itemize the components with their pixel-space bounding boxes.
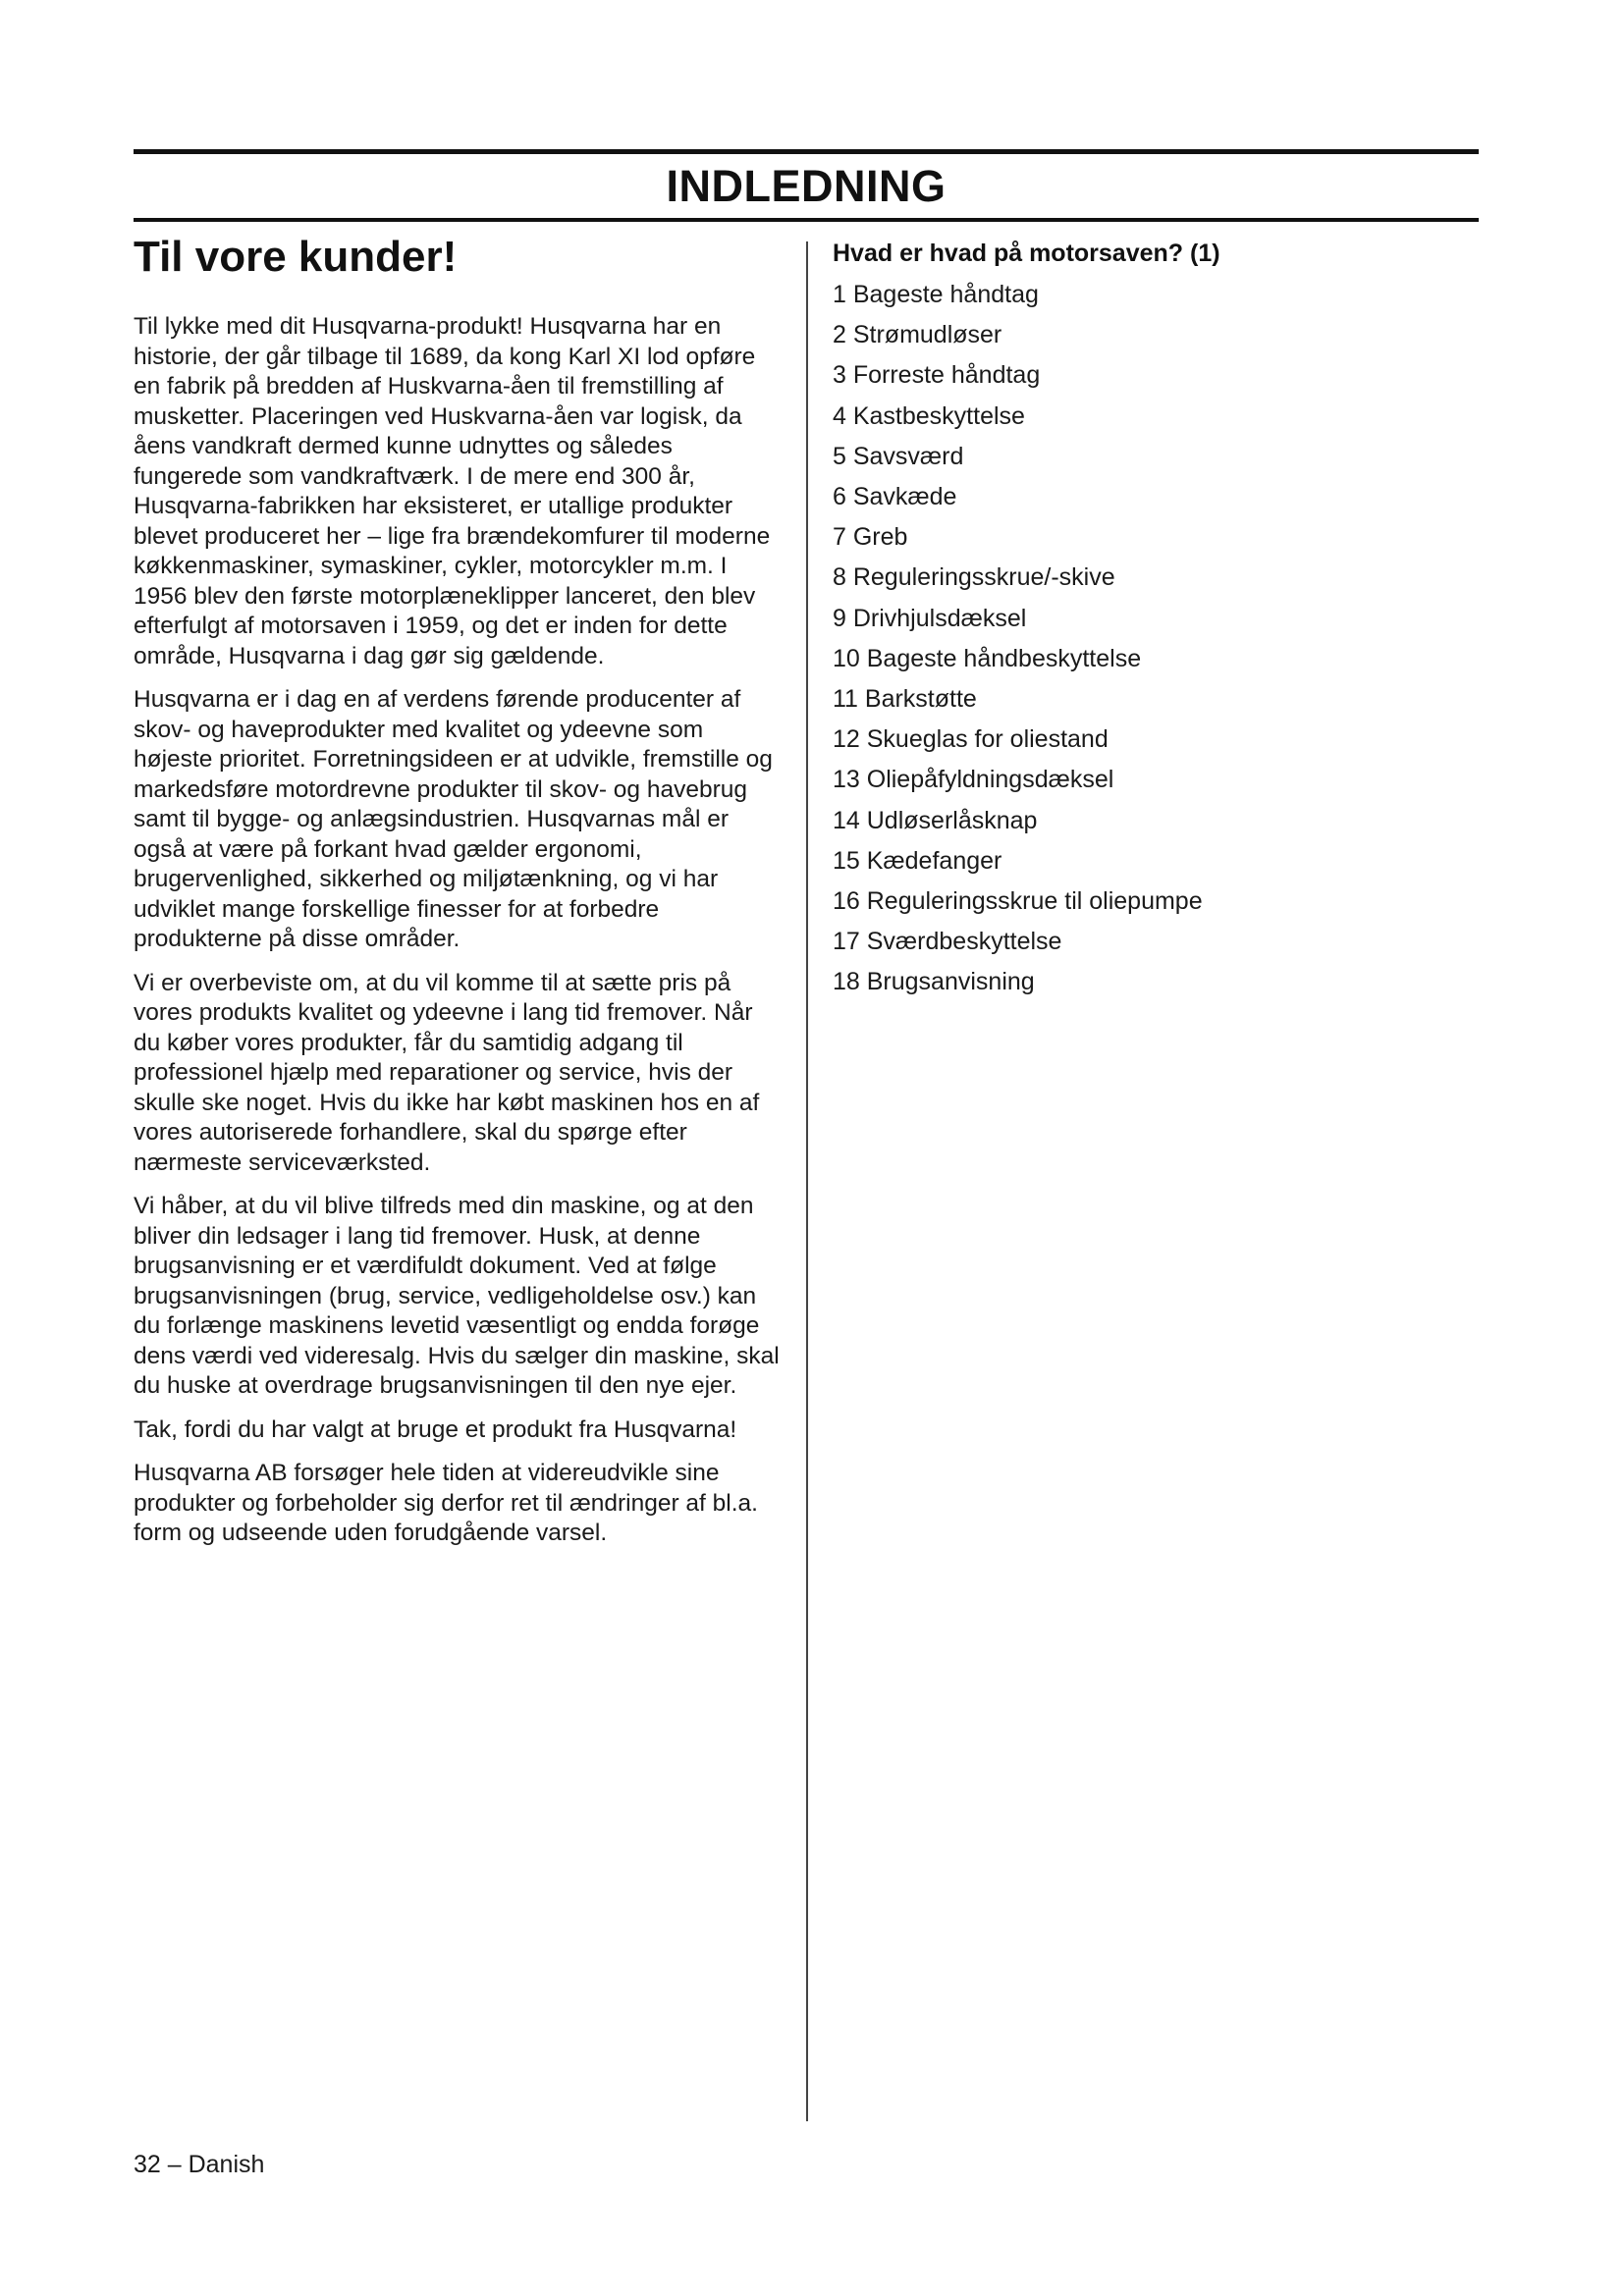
- paragraph-history: Til lykke med dit Husqvarna-produkt! Husqvarna har en historie, der går tilbage til 1689, da kong Karl XI lod opføre en fabrik på bredden af Huskvarna-åen til fremstilling af musketter. Placeringen ved Huskvarna-åen var logisk, da åens vandkraft dermed kunne udnyttes og således fungerede som vandkraftværk. I de mere end 300 år, Husqvarna-fabrikken har eksisteret, er utallige produkter blevet produceret her – lige fra brændekomfurer til moderne køkkenmaskiner, symaskiner, cykler, motorcykler m.m. I 1956 blev den første motorplæneklipper lanceret, den blev efterfulgt af motorsaven i 1959, og det er inden for dette område, Husqvarna i dag gør sig gældende.: [134, 313, 771, 669]
- parts-list-item: 15 Kædefanger: [833, 846, 1002, 875]
- section-bottom-rule: [134, 218, 1479, 222]
- parts-list-item: 4 Kastbeskyttelse: [833, 401, 1025, 430]
- right-column: [833, 236, 1461, 1003]
- column-divider: [806, 241, 808, 2121]
- parts-list: [833, 275, 1461, 1003]
- parts-list-item: 17 Sværdbeskyttelse: [833, 928, 1062, 956]
- parts-list-item: 10 Bageste håndbeskyttelse: [833, 644, 1142, 672]
- paragraph-thanks: Tak, fordi du har valgt at bruge et produkt fra Husqvarna!: [134, 1415, 737, 1443]
- parts-list-item: 16 Reguleringsskrue til oliepumpe: [833, 887, 1203, 916]
- parts-list-item: 1 Bageste håndtag: [833, 281, 1039, 308]
- parts-list-item: 8 Reguleringsskrue/-skive: [833, 563, 1115, 592]
- parts-list-item: 18 Brugsanvisning: [833, 968, 1035, 996]
- parts-list-item: 9 Drivhjulsdæksel: [833, 604, 1027, 632]
- page-heading: Til vore kunder!: [134, 233, 458, 281]
- parts-list-item: 5 Savsværd: [833, 442, 964, 470]
- parts-list-item: 3 Forreste håndtag: [833, 361, 1041, 390]
- parts-list-item: 6 Savkæde: [833, 483, 957, 511]
- paragraph-disclaimer: Husqvarna AB forsøger hele tiden at videreudvikle sine produkter og forbeholder sig derfor ret til ændringer af bl.a. form og udseende uden forudgående varsel.: [134, 1460, 758, 1546]
- parts-list-item: 14 Udløserlåsknap: [833, 806, 1038, 834]
- parts-list-item: 12 Skueglas for oliestand: [833, 725, 1109, 754]
- parts-heading: Hvad er hvad på motorsaven? (1): [833, 240, 1220, 267]
- paragraph-company: Husqvarna er i dag en af verdens førende producenter af skov- og haveprodukter med kvalitet og ydeevne som højeste prioritet. Forretningsideen er at udvikle, fremstille og markedsføre motordrevne produkter til skov- og havebrug samt til bygge- og anlægsindustrien. Husqvarnas mål er også at være på forkant hvad gælder ergonomi, brugervenlighed, sikkerhed og miljøtænkning, og vi har udviklet mange forskellige finesser for at forbedre produkterne på disse områder.: [134, 686, 773, 952]
- section-title: INDLEDNING: [666, 161, 947, 211]
- left-column: [134, 230, 782, 1563]
- paragraph-manual: Vi håber, at du vil blive tilfreds med din maskine, og at den bliver din ledsager i lang tid fremover. Husk, at denne brugsanvisning er et værdifuldt dokument. Ved at følge brugsanvisningen (brug, service, vedligeholdelse osv.) kan du forlænge maskinens levetid væsentligt og endda forøge dens værdi ved videresalg. Hvis du sælger din maskine, skal du huske at overdrage brugsanvisningen til den nye ejer.: [134, 1193, 780, 1399]
- parts-list-item: 2 Strømudløser: [833, 321, 1002, 349]
- paragraph-service: Vi er overbeviste om, at du vil komme til at sætte pris på vores produkts kvalitet og ydeevne i lang tid fremover. Når du køber vores produkter, får du samtidig adgang til professionel hjælp med reparationer og service, hvis der skulle ske noget. Hvis du ikke har købt maskinen hos en af vores autoriserede forhandlere, skal du spørge efter nærmeste serviceværksted.: [134, 969, 760, 1176]
- section-top-rule: [134, 149, 1479, 154]
- parts-list-item: 11 Barkstøtte: [833, 685, 977, 714]
- parts-list-item: 7 Greb: [833, 523, 908, 552]
- parts-list-item: 13 Oliepåfyldningsdæksel: [833, 766, 1114, 794]
- page-footer: 32 – Danish: [134, 2151, 265, 2178]
